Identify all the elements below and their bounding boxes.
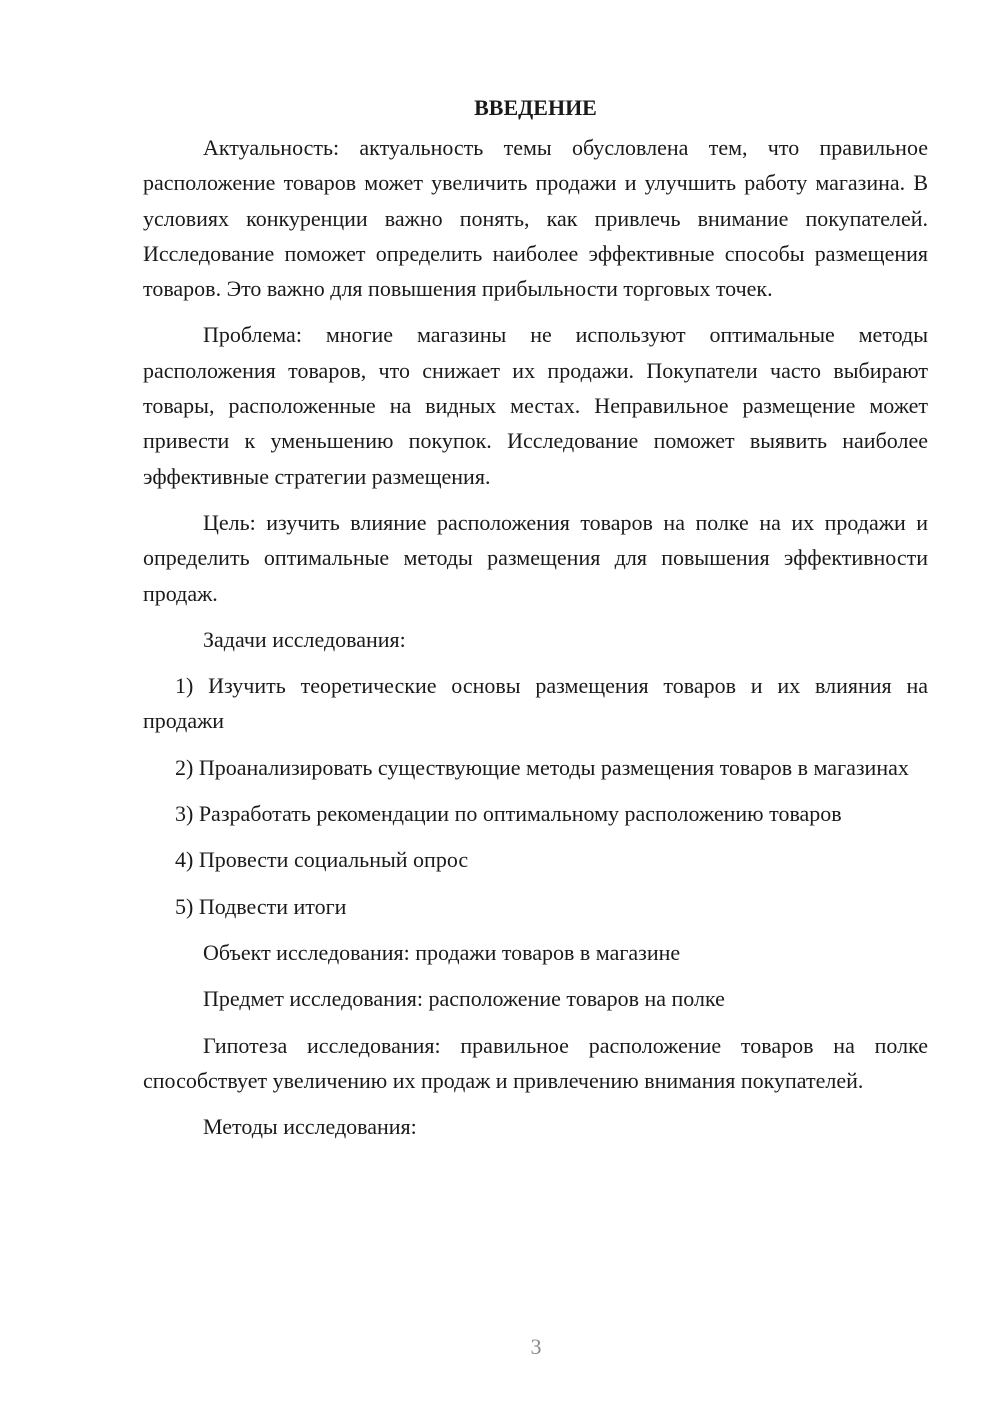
tasks-title: Задачи исследования:	[203, 626, 406, 652]
page-number: 3	[530, 1334, 542, 1359]
problem-paragraph: Проблема: многие магазины не используют оптимальные методы расположения товаров, что снижает их продажи. Покупатели часто выбирают товары, расположенные на видных местах. Неправильное размещение может привести к уменьшению покупок. Исследование поможет выявить наиболее эффективные стратегии размещения.	[143, 322, 928, 489]
hypothesis-paragraph: Гипотеза исследования: правильное расположение товаров на полке способствует увеличению их продаж и привлечению внимания покупателей.	[143, 1032, 928, 1093]
methods-title: Методы исследования:	[203, 1114, 417, 1140]
task-item-1: 1) Изучить теоретические основы размещения товаров и их влияния на продажи	[143, 673, 928, 734]
section-heading: ВВЕДЕНИЕ	[474, 95, 597, 120]
goal-paragraph: Цель: изучить влияние расположения товаров на полке на их продажи и определить оптимальные методы размещения для повышения эффективности продаж.	[143, 509, 928, 606]
task-item-4: 4) Провести социальный опрос	[175, 847, 469, 873]
task-item-3: 3) Разработать рекомендации по оптимальному расположению товаров	[175, 801, 842, 827]
task-item-5: 5) Подвести итоги	[175, 893, 347, 919]
relevance-paragraph: Актуальность: актуальность темы обусловлена тем, что правильное расположение товаров может увеличить продажи и улучшить работу магазина. В условиях конкуренции важно понять, как привлечь внимание покупателей. Исследование поможет определить наиболее эффективные способы размещения товаров. Это важно для повышения прибыльности торговых точек.	[143, 135, 928, 302]
document-body	[143, 92, 928, 1155]
research-subject: Предмет исследования: расположение товаров на полке	[203, 986, 725, 1012]
task-item-2: 2) Проанализировать существующие методы размещения товаров в магазинах	[175, 754, 909, 780]
research-object: Объект исследования: продажи товаров в магазине	[203, 939, 681, 965]
